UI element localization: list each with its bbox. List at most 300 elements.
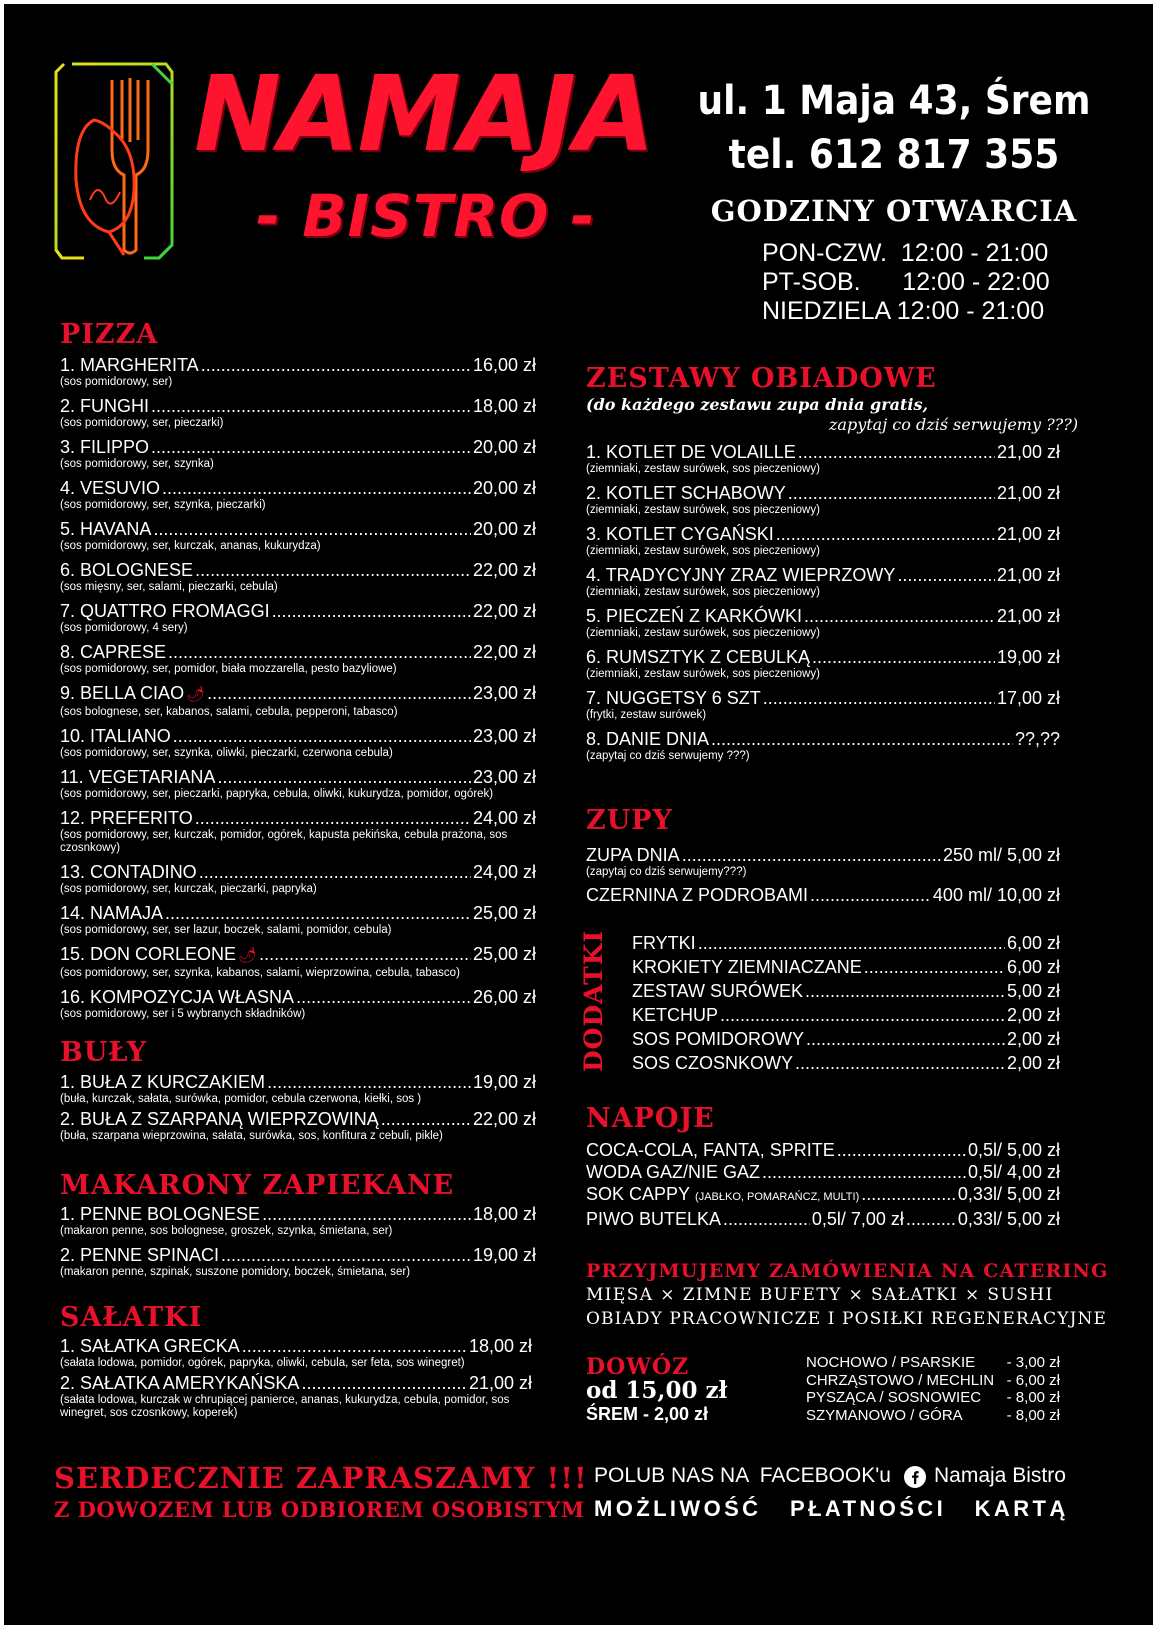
delivery-zone-price: - 8,00 zł — [1006, 1406, 1060, 1424]
menu-item — [586, 1140, 1060, 1160]
facebook-promo-text: POLUB NAS NA FACEBOOK'u — [594, 1464, 891, 1487]
dot-leader — [296, 987, 471, 1007]
menu-item — [586, 688, 1060, 722]
menu-item-price: 18,00 zł — [468, 1336, 532, 1356]
menu-item-name: 7. QUATTRO FROMAGGI — [60, 601, 270, 621]
menu-item — [60, 642, 536, 676]
menu-item-description: (sos pomidorowy, ser, pieczarki) — [60, 417, 224, 429]
zupy-list — [586, 845, 1060, 911]
menu-item-name: KETCHUP — [632, 1005, 719, 1025]
menu-item-name: 1. KOTLET DE VOLAILLE — [586, 442, 796, 462]
menu-item-price: 26,00 zł — [472, 987, 536, 1007]
menu-item — [586, 729, 1060, 763]
menu-item-name: 13. CONTADINO — [60, 862, 197, 882]
menu-item — [632, 933, 1060, 953]
dot-leader — [897, 565, 995, 585]
menu-item-name: SOK CAPPY — [586, 1184, 691, 1204]
menu-item-price: 21,00 zł — [468, 1373, 532, 1393]
menu-item-description: (sos pomidorowy, ser, pomidor, biała mozzarella, pesto bazyliowe) — [60, 663, 397, 675]
menu-item — [60, 601, 536, 635]
menu-item-line — [60, 903, 536, 923]
menu-item-name: 6. BOLOGNESE — [60, 560, 194, 580]
buly-list — [60, 1072, 536, 1146]
menu-item — [60, 1336, 532, 1370]
menu-item-name: 2. FUNGHI — [60, 396, 150, 416]
menu-item-line — [586, 885, 1060, 905]
menu-board — [4, 4, 1153, 1625]
delivery-pickup-line: Z DOWOZEM LUB ODBIOREM OSOBISTYM — [54, 1497, 585, 1522]
menu-item-price: 25,00 zł — [472, 944, 536, 964]
menu-item-price: 20,00 zł — [472, 519, 536, 539]
dot-leader — [788, 483, 995, 503]
delivery-zone-name: SZYMANOWO / GÓRA — [806, 1406, 963, 1424]
menu-item — [586, 606, 1060, 640]
menu-item-name: 1. MARGHERITA — [60, 355, 199, 375]
menu-item — [632, 957, 1060, 977]
section-title-zestawy: ZESTAWY OBIADOWE — [586, 363, 937, 394]
menu-item-name: 3. KOTLET CYGAŃSKI — [586, 524, 774, 544]
menu-item-price: 21,00 zł — [996, 483, 1060, 503]
hours-row: PT-SOB. 12:00 - 22:00 — [762, 268, 1050, 296]
menu-item-flavors: (JABŁKO, POMARAŃCZ, MULTI) — [695, 1191, 860, 1203]
dot-leader — [267, 1072, 471, 1092]
menu-item-line — [586, 606, 1060, 626]
menu-item — [586, 1162, 1060, 1182]
hours-title: GODZINY OTWARCIA — [710, 194, 1078, 228]
dot-leader — [381, 1109, 471, 1129]
dot-leader — [720, 1005, 1005, 1025]
dot-leader — [810, 885, 931, 905]
menu-item — [60, 683, 536, 719]
dot-leader — [864, 957, 1005, 977]
menu-item-price: 24,00 zł — [472, 808, 536, 828]
brand-name: NAMAJA — [194, 53, 653, 175]
menu-item-description: (sos pomidorowy, 4 sery) — [60, 622, 188, 634]
menu-item — [586, 845, 1060, 879]
menu-item-name: SOS CZOSNKOWY — [632, 1053, 794, 1073]
menu-item-line — [586, 483, 1060, 503]
dot-leader — [711, 729, 1013, 749]
menu-item-price: 21,00 zł — [996, 442, 1060, 462]
section-title-pizza: PIZZA — [60, 319, 159, 350]
menu-item-price: 16,00 zł — [472, 355, 536, 375]
menu-item-description: (sos pomidorowy, ser, kurczak, pieczarki, papryka) — [60, 883, 317, 895]
menu-item-line — [60, 519, 536, 539]
brand-subtitle: - BISTRO - — [256, 182, 596, 250]
dot-leader — [805, 981, 1005, 1001]
napoje-list — [586, 1140, 1060, 1231]
dot-leader — [195, 808, 471, 828]
menu-item — [60, 808, 536, 855]
menu-item-name: ZUPA DNIA — [586, 845, 680, 865]
menu-item-line — [60, 642, 536, 662]
menu-item-line — [586, 729, 1060, 749]
card-payment-text: MOŻLIWOŚĆ PŁATNOŚCI KARTĄ — [594, 1496, 1069, 1521]
menu-item-line — [60, 1336, 532, 1356]
menu-item-name: COCA-COLA, FANTA, SPRITE — [586, 1140, 835, 1160]
menu-item-name: 11. VEGETARIANA — [60, 767, 216, 787]
section-title-buly: BUŁY — [60, 1037, 148, 1068]
menu-item-name: 4. VESUVIO — [60, 478, 161, 498]
menu-item-price: 23,00 zł — [472, 726, 536, 746]
dot-leader — [763, 688, 995, 708]
dowoz-title: DOWÓZ — [586, 1354, 690, 1380]
menu-item-description: (ziemniaki, zestaw surówek, sos pieczeniowy) — [586, 586, 820, 598]
pizza-list — [60, 355, 536, 1028]
menu-item-description: (ziemniaki, zestaw surówek, sos pieczeniowy) — [586, 668, 820, 680]
menu-item — [60, 1072, 536, 1106]
menu-item-name: 14. NAMAJA — [60, 903, 164, 923]
menu-item — [60, 1109, 536, 1143]
menu-item-price: 0,5l/ 4,00 zł — [967, 1162, 1060, 1182]
menu-item-price: 17,00 zł — [996, 688, 1060, 708]
menu-item-line — [632, 981, 1060, 1001]
delivery-zone-price: - 6,00 zł — [1006, 1371, 1060, 1389]
dot-leader — [272, 601, 471, 621]
menu-item-name: CZERNINA Z PODROBAMI — [586, 885, 809, 905]
dot-leader — [221, 1245, 471, 1265]
menu-item-description: (buła, kurczak, sałata, surówka, pomidor, cebula czerwona, kiełki, sos ) — [60, 1093, 422, 1105]
menu-item — [586, 524, 1060, 558]
menu-item — [60, 560, 536, 594]
menu-item-price: 19,00 zł — [472, 1072, 536, 1092]
menu-item-line — [586, 1162, 1060, 1182]
menu-item-name: 8. CAPRESE — [60, 642, 167, 662]
dodatki-list — [632, 933, 1060, 1077]
menu-item-price: 5,00 zł — [1006, 981, 1060, 1001]
menu-item-description: (sos pomidorowy, ser, ser lazur, boczek, salami, pomidor, cebula) — [60, 924, 392, 936]
dot-leader — [698, 933, 1005, 953]
menu-item — [60, 903, 536, 937]
menu-item-price: 20,00 zł — [472, 478, 536, 498]
menu-item-description: (sos pomidorowy, ser, kurczak, ananas, kukurydza) — [60, 540, 321, 552]
menu-item-name: 6. RUMSZTYK Z CEBULKĄ — [586, 647, 811, 667]
menu-item-price: 6,00 zł — [1006, 957, 1060, 977]
menu-item-name: 3. FILIPPO — [60, 437, 150, 457]
menu-item-name: ZESTAW SURÓWEK — [632, 981, 803, 1001]
menu-item-line — [60, 1373, 532, 1393]
menu-item-line — [60, 944, 536, 966]
zestawy-list — [586, 442, 1060, 770]
hours-row: NIEDZIELA 12:00 - 21:00 — [762, 297, 1045, 325]
menu-item-price: ??,?? — [1014, 729, 1060, 749]
menu-item-line — [586, 524, 1060, 544]
catering-line-1: MIĘSA × ZIMNE BUFETY × SAŁATKI × SUSHI — [586, 1285, 1054, 1305]
menu-item-price: 22,00 zł — [472, 642, 536, 662]
menu-item — [60, 1373, 532, 1420]
dot-leader — [151, 396, 471, 416]
menu-item — [60, 862, 536, 896]
menu-item-name: 1. BUŁA Z KURCZAKIEM — [60, 1072, 266, 1092]
menu-item-description: (buła, szarpana wieprzowina, sałata, surówka, sos, konfitura z cebuli, pikle) — [60, 1130, 443, 1142]
menu-item-line — [60, 726, 536, 746]
menu-item-description: (sos pomidorowy, ser, szynka, oliwki, pieczarki, czerwona cebula) — [60, 747, 393, 759]
invite-line: SERDECZNIE ZAPRASZAMY !!! — [54, 1461, 588, 1495]
menu-item-description: (sos pomidorowy, ser i 5 wybranych składników) — [60, 1008, 306, 1020]
salatki-list — [60, 1336, 532, 1423]
dot-leader — [259, 944, 471, 964]
menu-item — [60, 355, 536, 389]
menu-item-description: (makaron penne, sos bolognese, groszek, szynka, śmietana, ser) — [60, 1225, 393, 1237]
menu-item-price: 22,00 zł — [472, 601, 536, 621]
menu-item-description: (sos pomidorowy, ser, szynka, pieczarki) — [60, 499, 266, 511]
dot-leader — [723, 1209, 810, 1229]
menu-item-line — [586, 1140, 1060, 1160]
menu-item-price: 0,33l/ 5,00 zł — [957, 1184, 1060, 1204]
menu-item-price: 18,00 zł — [472, 1204, 536, 1224]
chili-icon: 🌶 — [238, 947, 258, 964]
menu-item-price: 20,00 zł — [472, 437, 536, 457]
delivery-zone-row — [806, 1407, 1060, 1425]
facebook-page-name: Namaja Bistro — [934, 1464, 1066, 1487]
menu-item-name: 2. PENNE SPINACI — [60, 1245, 220, 1265]
menu-item-description: (zapytaj co dziś serwujemy ???) — [586, 750, 750, 762]
menu-item-name: FRYTKI — [632, 933, 696, 953]
menu-item-description: (zapytaj co dziś serwujemy???) — [586, 866, 747, 878]
dot-leader — [195, 560, 471, 580]
delivery-zone-row — [806, 1389, 1060, 1407]
menu-item-name: 8. DANIE DNIA — [586, 729, 710, 749]
delivery-zone-name: PYSZĄCA / SOSNOWIEC — [806, 1389, 982, 1406]
menu-item-line — [632, 957, 1060, 977]
dot-leader — [776, 524, 995, 544]
menu-item-line — [60, 862, 536, 882]
dot-leader — [242, 1336, 467, 1356]
menu-item-name: 2. SAŁATKA AMERYKAŃSKA — [60, 1373, 300, 1393]
menu-item-description: (sos pomidorowy, ser, kurczak, pomidor, ogórek, kapusta pekińska, cebula prażona, sos czosnkowy) — [60, 829, 508, 854]
menu-item-line — [586, 1209, 1060, 1229]
menu-item-description: (makaron penne, szpinak, suszone pomidory, boczek, śmietana, ser) — [60, 1266, 411, 1278]
menu-item-line — [632, 933, 1060, 953]
menu-item-description: (sos pomidorowy, ser) — [60, 376, 173, 388]
menu-item-name: 5. PIECZEŃ Z KARKÓWKI — [586, 606, 803, 626]
menu-item-name: 2. BUŁA Z SZARPANĄ WIEPRZOWINĄ — [60, 1109, 379, 1129]
phone-text: tel. 612 817 355 — [728, 132, 1060, 178]
section-title-napoje: NAPOJE — [586, 1103, 715, 1134]
menu-item-line — [60, 396, 536, 416]
menu-item-price: 2,00 zł — [1006, 1029, 1060, 1049]
menu-item-name: KROKIETY ZIEMNIACZANE — [632, 957, 862, 977]
menu-item-price: 19,00 zł — [472, 1245, 536, 1265]
menu-item-line — [60, 808, 536, 828]
contact-block — [687, 74, 1101, 182]
dot-leader — [795, 1053, 1005, 1073]
facebook-icon — [904, 1466, 926, 1488]
menu-item-description: (sos pomidorowy, ser, szynka, kabanos, salami, wieprzowina, cebula, tabasco) — [60, 967, 460, 979]
menu-item-line — [60, 1245, 536, 1265]
dot-leader — [798, 442, 995, 462]
menu-item-description: (ziemniaki, zestaw surówek, sos pieczeniowy) — [586, 463, 820, 475]
dot-leader — [162, 478, 471, 498]
menu-item-name: 15. DON CORLEONE — [60, 944, 237, 964]
dot-leader — [812, 647, 995, 667]
menu-item-line — [60, 437, 536, 457]
menu-item — [586, 1184, 1060, 1207]
menu-item-price: 18,00 zł — [472, 396, 536, 416]
menu-item-name: 12. PREFERITO — [60, 808, 193, 828]
menu-item-name: 2. KOTLET SCHABOWY — [586, 483, 786, 503]
menu-item — [632, 1053, 1060, 1073]
section-title-zupy: ZUPY — [586, 805, 673, 836]
menu-item-description: (sałata lodowa, pomidor, ogórek, papryka, oliwki, cebula, ser feta, sos winegret) — [60, 1357, 465, 1369]
dot-leader — [207, 683, 471, 703]
dowoz-srem: ŚREM - 2,00 zł — [586, 1404, 709, 1424]
catering-title: PRZYJMUJEMY ZAMÓWIENIA NA CATERING — [586, 1260, 1109, 1282]
menu-item-line — [60, 478, 536, 498]
menu-item-line — [586, 845, 1060, 865]
menu-item-name: 16. KOMPOZYCJA WŁASNA — [60, 987, 295, 1007]
zestawy-note-1: (do każdego zestawu zupa dnia gratis, — [586, 395, 929, 414]
menu-item-price: 21,00 zł — [996, 524, 1060, 544]
menu-item — [60, 478, 536, 512]
menu-item-name: 4. TRADYCYJNY ZRAZ WIEPRZOWY — [586, 565, 896, 585]
menu-item-description: (sos bolognese, ser, kabanos, salami, cebula, pepperoni, tabasco) — [60, 706, 398, 718]
menu-item — [586, 885, 1060, 905]
dot-leader — [201, 355, 471, 375]
menu-item — [60, 519, 536, 553]
menu-item-price: 25,00 zł — [472, 903, 536, 923]
menu-item-price: 22,00 zł — [472, 560, 536, 580]
menu-item-description: (sos pomidorowy, ser, pieczarki, papryka, cebula, oliwki, kukurydza, pomidor, ogórek) — [60, 788, 494, 800]
menu-item-description: (sałata lodowa, kurczak w chrupiącej panierce, ananas, kukurydza, cebula, pomidor, sos winegret, sos czosnkowy, koperek) — [60, 1394, 510, 1419]
section-title-salatki: SAŁATKI — [60, 1302, 203, 1333]
menu-item-price: 400 ml/ 10,00 zł — [932, 885, 1060, 905]
menu-item-name: 1. SAŁATKA GRECKA — [60, 1336, 240, 1356]
menu-item — [586, 1209, 1060, 1229]
menu-item — [60, 987, 536, 1021]
catering-line-2: OBIADY PRACOWNICZE I POSIŁKI REGENERACYJNE — [586, 1309, 1107, 1329]
menu-item-name: SOS POMIDOROWY — [632, 1029, 805, 1049]
menu-item — [586, 647, 1060, 681]
menu-item-price: 21,00 zł — [996, 606, 1060, 626]
hours-row: PON-CZW. 12:00 - 21:00 — [762, 239, 1049, 267]
section-title-dodatki: DODATKI — [579, 929, 608, 1072]
menu-item-price: 6,00 zł — [1006, 933, 1060, 953]
hours-list — [762, 239, 1050, 326]
delivery-zone-name: NOCHOWO / PSARSKIE — [806, 1354, 976, 1371]
menu-item-line — [60, 1109, 536, 1129]
dot-leader — [262, 1204, 471, 1224]
menu-item-description: (sos pomidorowy, ser, szynka) — [60, 458, 214, 470]
menu-item-name: 10. ITALIANO — [60, 726, 171, 746]
menu-item-name: WODA GAZ/NIE GAZ — [586, 1162, 761, 1182]
dot-leader — [804, 606, 995, 626]
menu-item-price: 24,00 zł — [472, 862, 536, 882]
zestawy-note-2: zapytaj co dziś serwujemy ???) — [829, 415, 1079, 434]
menu-item — [60, 437, 536, 471]
menu-item — [60, 1204, 536, 1238]
logo-fork-spoon-icon — [54, 60, 179, 265]
menu-item — [586, 483, 1060, 517]
menu-item-price: 2,00 zł — [1006, 1053, 1060, 1073]
menu-item-price: 0,33l/ 5,00 zł — [957, 1209, 1060, 1229]
dot-leader — [173, 726, 471, 746]
dot-leader — [168, 642, 471, 662]
menu-item — [586, 442, 1060, 476]
dot-leader — [906, 1209, 956, 1229]
menu-item-line — [586, 442, 1060, 462]
chili-icon: 🌶 — [186, 686, 206, 703]
menu-item — [60, 396, 536, 430]
menu-item-line — [60, 767, 536, 787]
menu-item-price: 0,5l/ 5,00 zł — [967, 1140, 1060, 1160]
dot-leader — [151, 437, 471, 457]
menu-item-line — [586, 647, 1060, 667]
menu-item-line — [60, 560, 536, 580]
dot-leader — [217, 767, 471, 787]
menu-item — [586, 565, 1060, 599]
menu-item-line — [586, 688, 1060, 708]
menu-item-name: PIWO BUTELKA — [586, 1209, 722, 1229]
menu-item-line — [60, 683, 536, 705]
section-title-makarony: MAKARONY ZAPIEKANE — [60, 1170, 455, 1201]
dot-leader — [153, 519, 471, 539]
menu-item-line — [632, 1005, 1060, 1025]
menu-item-price: 19,00 zł — [996, 647, 1060, 667]
menu-item — [632, 1029, 1060, 1049]
menu-item-name: 5. HAVANA — [60, 519, 152, 539]
menu-item-name: 1. PENNE BOLOGNESE — [60, 1204, 261, 1224]
dot-leader — [682, 845, 941, 865]
menu-item-name: 9. BELLA CIAO — [60, 683, 185, 703]
menu-item — [632, 1005, 1060, 1025]
dowoz-minimum: od 15,00 zł — [586, 1377, 728, 1404]
menu-item-description: (ziemniaki, zestaw surówek, sos pieczeniowy) — [586, 545, 820, 557]
menu-item-line — [60, 1204, 536, 1224]
menu-item-price: 250 ml/ 5,00 zł — [942, 845, 1060, 865]
dot-leader — [837, 1140, 966, 1160]
menu-item-price: 23,00 zł — [472, 767, 536, 787]
menu-item-line — [60, 987, 536, 1007]
menu-item-line — [586, 565, 1060, 585]
menu-item-line — [60, 601, 536, 621]
menu-item-line — [586, 1184, 1060, 1207]
menu-item — [632, 981, 1060, 1001]
delivery-zones-list — [806, 1354, 1060, 1424]
menu-item-price-large: 0,5l/ 7,00 zł — [811, 1209, 904, 1229]
menu-item-price: 21,00 zł — [996, 565, 1060, 585]
menu-item — [60, 726, 536, 760]
menu-item-line — [632, 1053, 1060, 1073]
menu-item-name: 7. NUGGETSY 6 SZT — [586, 688, 761, 708]
delivery-zone-row — [806, 1354, 1060, 1372]
menu-item-line — [60, 1072, 536, 1092]
delivery-zone-price: - 3,00 zł — [1006, 1354, 1060, 1371]
makarony-list — [60, 1204, 536, 1286]
delivery-zone-name: CHRZĄSTOWO / MECHLIN — [806, 1371, 995, 1389]
address-text: ul. 1 Maja 43, Śrem — [697, 78, 1091, 124]
menu-item-line — [60, 355, 536, 375]
delivery-zone-row — [806, 1372, 1060, 1390]
menu-item-price: 2,00 zł — [1006, 1005, 1060, 1025]
dot-leader — [762, 1162, 966, 1182]
menu-item-description: (frytki, zestaw surówek) — [586, 709, 707, 721]
menu-item — [60, 767, 536, 801]
delivery-zone-price: - 8,00 zł — [1006, 1389, 1060, 1406]
menu-item-description: (sos mięsny, ser, salami, pieczarki, cebula) — [60, 581, 278, 593]
menu-item — [60, 944, 536, 980]
dot-leader — [301, 1373, 467, 1393]
dot-leader — [165, 903, 471, 923]
menu-item — [60, 1245, 536, 1279]
menu-item-line — [632, 1029, 1060, 1049]
menu-item-price: 23,00 zł — [472, 683, 536, 703]
dot-leader — [806, 1029, 1005, 1049]
dot-leader — [861, 1184, 956, 1204]
menu-item-description: (ziemniaki, zestaw surówek, sos pieczeniowy) — [586, 504, 820, 516]
menu-item-description: (ziemniaki, zestaw surówek, sos pieczeniowy) — [586, 627, 820, 639]
dot-leader — [199, 862, 471, 882]
